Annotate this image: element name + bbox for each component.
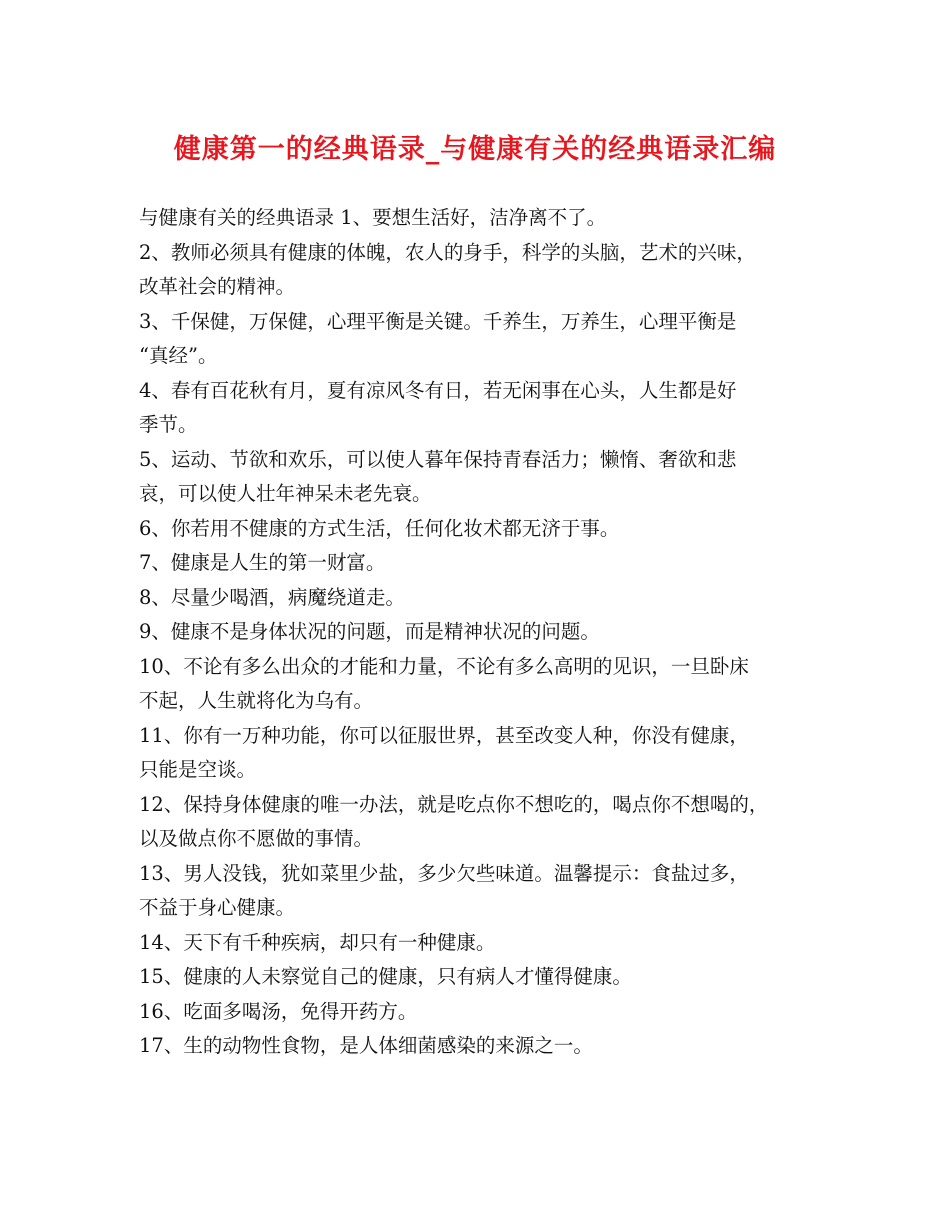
text-line: 不起，人生就将化为乌有。: [139, 689, 374, 712]
paragraph-quote-5: [139, 443, 839, 512]
text-line: 3、千保健，万保健，心理平衡是关键。千养生，万养生，心理平衡是: [139, 309, 737, 333]
text-line: 8、尽量少喝酒，病魔绕道走。: [139, 585, 405, 609]
paragraph-quote-6: [139, 512, 839, 547]
paragraph-quote-10: [139, 650, 839, 719]
text-line: 10、不论有多么出众的才能和力量，不论有多么高明的见识，一旦卧床: [139, 654, 749, 678]
text-line: 5、运动、节欲和欢乐，可以使人暮年保持青春活力；懒惰、奢欲和悲: [139, 447, 737, 471]
paragraph-quote-12: [139, 788, 839, 857]
paragraph-intro-1: [139, 201, 839, 236]
document-body: [139, 201, 839, 1064]
text-line: “真经”。: [139, 344, 218, 367]
text-line: 15、健康的人未察觉自己的健康，只有病人才懂得健康。: [139, 965, 632, 988]
text-line: 12、保持身体健康的唯一办法，就是吃点你不想吃的，喝点你不想喝的，: [139, 792, 769, 816]
text-line: 只能是空谈。: [139, 758, 257, 781]
text-line: 6、你若用不健康的方式生活，任何化妆术都无济于事。: [139, 516, 620, 540]
paragraph-quote-7: [139, 546, 839, 581]
text-line: 与健康有关的经典语录 1、要想生活好，洁净离不了。: [139, 206, 607, 229]
paragraph-quote-11: [139, 719, 839, 788]
paragraph-quote-2: [139, 236, 839, 305]
document-title: 健康第一的经典语录_与健康有关的经典语录汇编: [173, 134, 777, 165]
paragraph-quote-13: [139, 857, 839, 926]
text-line: 改革社会的精神。: [139, 275, 296, 298]
paragraph-quote-3: [139, 305, 839, 374]
text-line: 14、天下有千种疾病，却只有一种健康。: [139, 930, 496, 954]
text-line: 17、生的动物性食物，是人体细菌感染的来源之一。: [139, 1034, 593, 1057]
paragraph-quote-4: [139, 374, 839, 443]
paragraph-quote-9: [139, 615, 839, 650]
paragraph-quote-14: [139, 926, 839, 961]
text-line: 7、健康是人生的第一财富。: [139, 551, 386, 574]
text-line: 9、健康不是身体状况的问题，而是精神状况的问题。: [139, 620, 600, 643]
text-line: 哀，可以使人壮年神呆未老先衰。: [139, 482, 432, 505]
text-line: 16、吃面多喝汤，免得开药方。: [139, 999, 418, 1023]
text-line: 2、教师必须具有健康的体魄，农人的身手，科学的头脑，艺术的兴味，: [139, 240, 756, 264]
text-line: 不益于身心健康。: [139, 896, 296, 919]
paragraph-quote-16: [139, 995, 839, 1030]
paragraph-quote-15: [139, 960, 839, 995]
text-line: 11、你有一万种功能，你可以征服世界，甚至改变人种，你没有健康，: [139, 723, 749, 747]
text-line: 以及做点你不愿做的事情。: [139, 827, 374, 850]
text-line: 13、男人没钱，犹如菜里少盐，多少欠些味道。温馨提示：食盐过多，: [139, 861, 749, 885]
paragraph-quote-8: [139, 581, 839, 616]
paragraph-quote-17: [139, 1029, 839, 1064]
text-line: 4、春有百花秋有月，夏有凉风冬有日，若无闲事在心头，人生都是好: [139, 378, 737, 402]
text-line: 季节。: [139, 413, 198, 436]
